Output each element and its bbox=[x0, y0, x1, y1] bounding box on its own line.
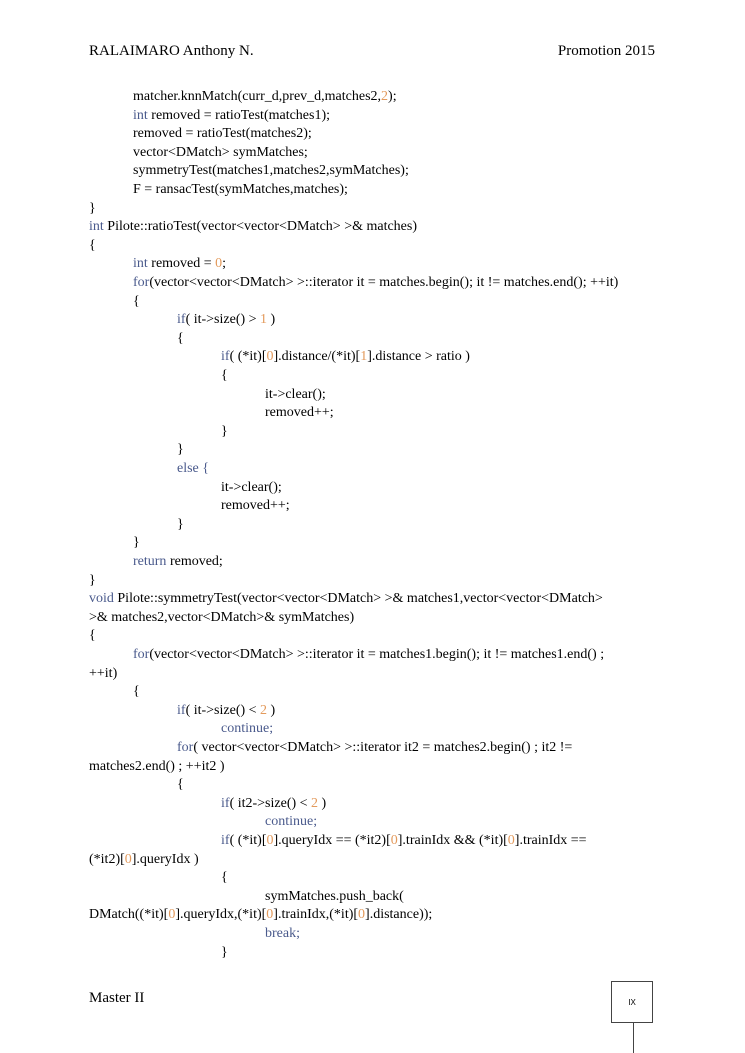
code-number: 1 bbox=[360, 349, 368, 365]
code-text: DMatch((*it)[ bbox=[89, 907, 169, 923]
code-text: } bbox=[133, 535, 140, 551]
code-number: 2 bbox=[311, 795, 319, 811]
code-number: 0 bbox=[507, 833, 515, 848]
code-number: 0 bbox=[358, 907, 366, 923]
code-number: 1 bbox=[260, 312, 268, 328]
code-text: { bbox=[133, 293, 140, 309]
code-text: (vector<vector<DMatch> >::iterator it = matches1.begin(); it != matches1.end() ; bbox=[149, 647, 605, 662]
header-promotion: Promotion 2015 bbox=[557, 43, 655, 59]
code-line bbox=[89, 906, 432, 924]
code-number: 0 bbox=[124, 851, 132, 867]
code-line bbox=[177, 441, 184, 459]
code-text: it->clear(); bbox=[265, 386, 326, 402]
code-text: { bbox=[89, 628, 96, 644]
code-line bbox=[133, 162, 409, 180]
code-text: (*it2)[ bbox=[89, 851, 125, 867]
code-text: vector<DMatch> symMatches; bbox=[133, 144, 308, 160]
code-text: { bbox=[177, 330, 184, 346]
code-line bbox=[221, 423, 228, 441]
code-number: 2 bbox=[260, 702, 268, 718]
code-text: ].trainIdx && (*it)[ bbox=[397, 833, 508, 848]
code-line bbox=[133, 534, 140, 552]
code-line bbox=[133, 255, 226, 273]
code-keyword: int bbox=[133, 107, 148, 123]
code-text: Pilote::symmetryTest(vector<vector<DMatch> >& matches1,vector<vector<DMatch> bbox=[113, 591, 603, 607]
code-line bbox=[221, 497, 290, 515]
code-text: ].trainIdx == bbox=[514, 833, 587, 848]
code-line bbox=[133, 553, 223, 571]
code-line bbox=[221, 720, 273, 738]
code-keyword: int bbox=[133, 256, 148, 272]
code-line bbox=[221, 367, 228, 385]
code-line bbox=[221, 869, 228, 887]
code-keyword: if bbox=[221, 349, 230, 365]
code-line bbox=[265, 813, 317, 831]
footer-label: Master II bbox=[89, 990, 145, 1006]
code-line bbox=[177, 311, 275, 329]
code-text: symmetryTest(matches1,matches2,symMatches); bbox=[133, 163, 409, 179]
code-text: matches2.end() ; ++it2 ) bbox=[89, 758, 225, 774]
code-text: { bbox=[89, 237, 96, 253]
code-line bbox=[265, 386, 326, 404]
code-line bbox=[89, 758, 225, 776]
code-text: ( it->size() < bbox=[185, 702, 261, 718]
code-keyword: if bbox=[221, 795, 230, 811]
code-text: (vector<vector<DMatch> >::iterator it = matches.begin(); it != matches.end(); ++it) bbox=[149, 275, 619, 290]
code-text: ].queryIdx == (*it2)[ bbox=[273, 833, 391, 848]
code-text: it->clear(); bbox=[221, 479, 282, 495]
code-text: ++it) bbox=[89, 665, 118, 681]
code-line bbox=[221, 479, 282, 497]
code-line bbox=[133, 125, 312, 143]
code-line bbox=[265, 925, 300, 943]
code-text: } bbox=[221, 944, 228, 960]
code-text: } bbox=[221, 423, 228, 439]
code-number: 0 bbox=[168, 907, 176, 923]
code-line bbox=[177, 702, 275, 720]
code-text: ( vector<vector<DMatch> >::iterator it2 = matches2.begin() ; it2 != bbox=[193, 740, 573, 755]
code-line bbox=[177, 776, 184, 794]
code-text: matcher.knnMatch(curr_d,prev_d,matches2, bbox=[133, 89, 382, 104]
code-text: ) bbox=[267, 312, 276, 328]
code-text: { bbox=[221, 368, 228, 383]
code-text: symMatches.push_back( bbox=[265, 888, 404, 904]
code-line bbox=[265, 888, 404, 906]
code-keyword: void bbox=[89, 591, 114, 607]
header-author: RALAIMARO Anthony N. bbox=[89, 43, 254, 59]
code-keyword: continue; bbox=[265, 814, 318, 830]
code-line bbox=[89, 218, 417, 236]
code-text: removed++; bbox=[221, 498, 290, 514]
code-keyword: for bbox=[177, 740, 194, 755]
code-line bbox=[133, 646, 604, 664]
code-text: ].distance)); bbox=[365, 907, 433, 923]
code-line bbox=[177, 739, 572, 757]
code-text: } bbox=[89, 572, 96, 588]
code-text: { bbox=[133, 684, 140, 700]
code-text: { bbox=[177, 777, 184, 793]
code-text: { bbox=[221, 870, 228, 886]
code-text: ( it2->size() < bbox=[229, 795, 312, 811]
code-line bbox=[133, 181, 348, 199]
code-keyword: if bbox=[177, 702, 186, 718]
code-keyword: int bbox=[89, 219, 104, 235]
code-text: removed = ratioTest(matches1); bbox=[147, 107, 331, 123]
code-line bbox=[133, 88, 397, 106]
code-text: removed++; bbox=[265, 405, 334, 421]
code-line bbox=[89, 627, 96, 645]
code-line bbox=[133, 144, 308, 162]
code-line bbox=[89, 200, 96, 218]
code-text: F = ransacTest(symMatches,matches); bbox=[133, 182, 348, 197]
code-text: ].queryIdx,(*it)[ bbox=[175, 907, 267, 923]
code-text: ].queryIdx ) bbox=[131, 851, 199, 867]
code-text: removed = bbox=[147, 256, 216, 272]
code-line bbox=[133, 683, 140, 701]
page-number-box bbox=[611, 981, 653, 1023]
code-text: ].trainIdx,(*it)[ bbox=[273, 907, 359, 923]
code-text: ; bbox=[222, 256, 227, 272]
code-number: 0 bbox=[266, 833, 274, 848]
code-line bbox=[177, 330, 184, 348]
code-text: removed = ratioTest(matches2); bbox=[133, 126, 312, 142]
code-line bbox=[133, 274, 618, 292]
code-line bbox=[221, 795, 326, 813]
code-text: } bbox=[89, 200, 96, 216]
code-line bbox=[89, 590, 603, 608]
code-number: 2 bbox=[381, 89, 389, 104]
code-number: 0 bbox=[390, 833, 398, 848]
code-line bbox=[133, 293, 140, 311]
code-number: 0 bbox=[266, 907, 274, 923]
code-line bbox=[221, 832, 587, 850]
code-line bbox=[89, 851, 199, 869]
page-box-connector bbox=[633, 1023, 634, 1053]
code-keyword: break; bbox=[265, 926, 300, 941]
code-text: Pilote::ratioTest(vector<vector<DMatch> >& matches) bbox=[103, 219, 418, 235]
code-line bbox=[89, 665, 117, 683]
code-text: ( (*it)[ bbox=[229, 833, 267, 848]
code-number: 0 bbox=[215, 256, 223, 272]
code-text: ); bbox=[388, 89, 397, 104]
code-text: removed; bbox=[166, 554, 223, 569]
code-line bbox=[133, 107, 330, 125]
code-text: ( it->size() > bbox=[185, 312, 261, 328]
code-line bbox=[177, 460, 209, 478]
code-line bbox=[89, 237, 96, 255]
code-text: ( (*it)[ bbox=[229, 349, 267, 365]
code-keyword: for bbox=[133, 275, 150, 290]
code-keyword: for bbox=[133, 647, 150, 662]
code-text: ) bbox=[267, 702, 276, 718]
code-line bbox=[89, 609, 354, 627]
code-keyword: continue; bbox=[221, 721, 274, 737]
code-line bbox=[221, 944, 228, 962]
code-text: } bbox=[177, 516, 184, 532]
code-keyword: if bbox=[221, 833, 230, 848]
code-text: ].distance > ratio ) bbox=[367, 349, 470, 365]
page-number: IX bbox=[628, 997, 636, 1007]
code-number: 0 bbox=[266, 349, 274, 365]
code-text: ].distance/(*it)[ bbox=[273, 349, 361, 365]
code-line bbox=[89, 572, 96, 590]
code-line bbox=[265, 404, 334, 422]
code-text: >& matches2,vector<DMatch>& symMatches) bbox=[89, 609, 355, 625]
code-keyword: if bbox=[177, 312, 186, 328]
code-keyword: return bbox=[133, 554, 167, 569]
code-text: } bbox=[177, 442, 184, 458]
code-line bbox=[177, 516, 184, 534]
code-text: ) bbox=[318, 795, 327, 811]
code-line bbox=[221, 348, 470, 366]
code-keyword: else { bbox=[177, 461, 209, 476]
